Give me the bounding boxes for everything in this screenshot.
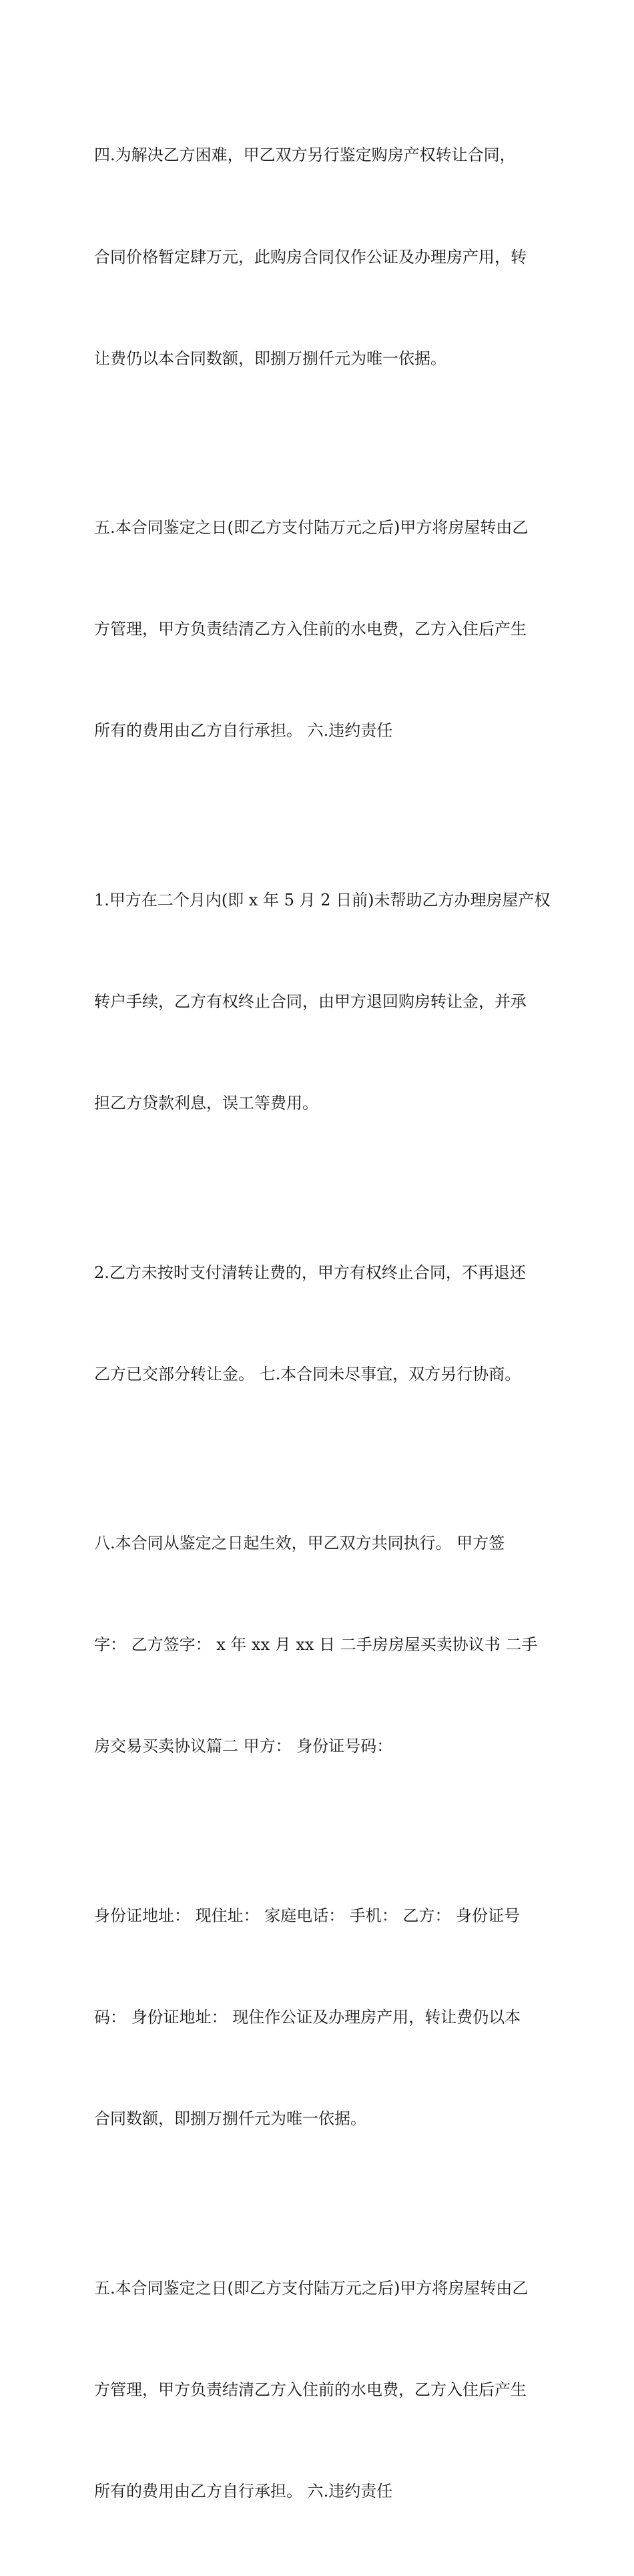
text-line: 所有的费用由乙方自行承担。 六.违约责任 xyxy=(94,721,393,740)
text-line: 身份证地址： 现住址： 家庭电话： 手机： 乙方： 身份证号 xyxy=(94,1906,521,1925)
text-line: 房交易买卖协议篇二 甲方： 身份证号码： xyxy=(94,1737,393,1756)
text-line: 方管理，甲方负责结清乙方入住前的水电费，乙方入住后产生 xyxy=(94,2380,527,2399)
text-line: 乙方已交部分转让金。 七.本合同未尽事宜，双方另行协商。 xyxy=(94,1364,521,1383)
paragraph-party-info xyxy=(94,1832,548,2204)
text-line: 八.本合同从鉴定之日起生效，甲乙双方共同执行。 甲方签 xyxy=(94,1534,505,1553)
paragraph-clause-5-repeat xyxy=(94,2203,548,2576)
text-line: 让费仍以本合同数额，即捌万捌仟元为唯一依据。 xyxy=(94,349,446,368)
paragraph-breach-2 xyxy=(94,1188,548,1459)
text-line: 方管理，甲方负责结清乙方入住前的水电费，乙方入住后产生 xyxy=(94,620,527,639)
text-line: 合同数额，即捌万捌仟元为唯一依据。 xyxy=(94,2109,366,2129)
paragraph-clause-4 xyxy=(94,71,548,443)
text-line: 2.乙方未按时支付清转让费的，甲方有权终止合同，不再退还 xyxy=(94,1263,526,1282)
text-line: 四.为解决乙方困难，甲乙双方另行鉴定购房产权转让合同， xyxy=(94,146,516,165)
text-line: 转户手续，乙方有权终止合同，由甲方退回购房转让金，并承 xyxy=(94,992,527,1011)
paragraph-breach-1 xyxy=(94,815,551,1188)
text-line: 所有的费用由乙方自行承担。 六.违约责任 xyxy=(94,2481,393,2501)
text-line: 码： 身份证地址： 现住作公证及办理房产用，转让费仍以本 xyxy=(94,2008,521,2027)
text-line: 合同价格暂定肆万元，此购房合同仅作公证及办理房产用，转 xyxy=(94,247,527,266)
text-line: 字： 乙方签字： x 年 xx 月 xx 日 二手房房屋买卖协议书 二手 xyxy=(94,1635,538,1655)
paragraph-clause-8 xyxy=(94,1459,548,1832)
text-line: 五.本合同鉴定之日(即乙方支付陆万元之后)甲方将房屋转由乙 xyxy=(94,2278,529,2298)
text-line: 1.甲方在二个月内(即 x 年 5 月 2 日前)未帮助乙方办理房屋产权 xyxy=(94,890,551,909)
text-line: 担乙方贷款利息，误工等费用。 xyxy=(94,1094,318,1113)
paragraph-clause-5 xyxy=(94,443,548,816)
document-body xyxy=(94,71,551,2576)
text-line: 五.本合同鉴定之日(即乙方支付陆万元之后)甲方将房屋转由乙 xyxy=(94,518,529,538)
